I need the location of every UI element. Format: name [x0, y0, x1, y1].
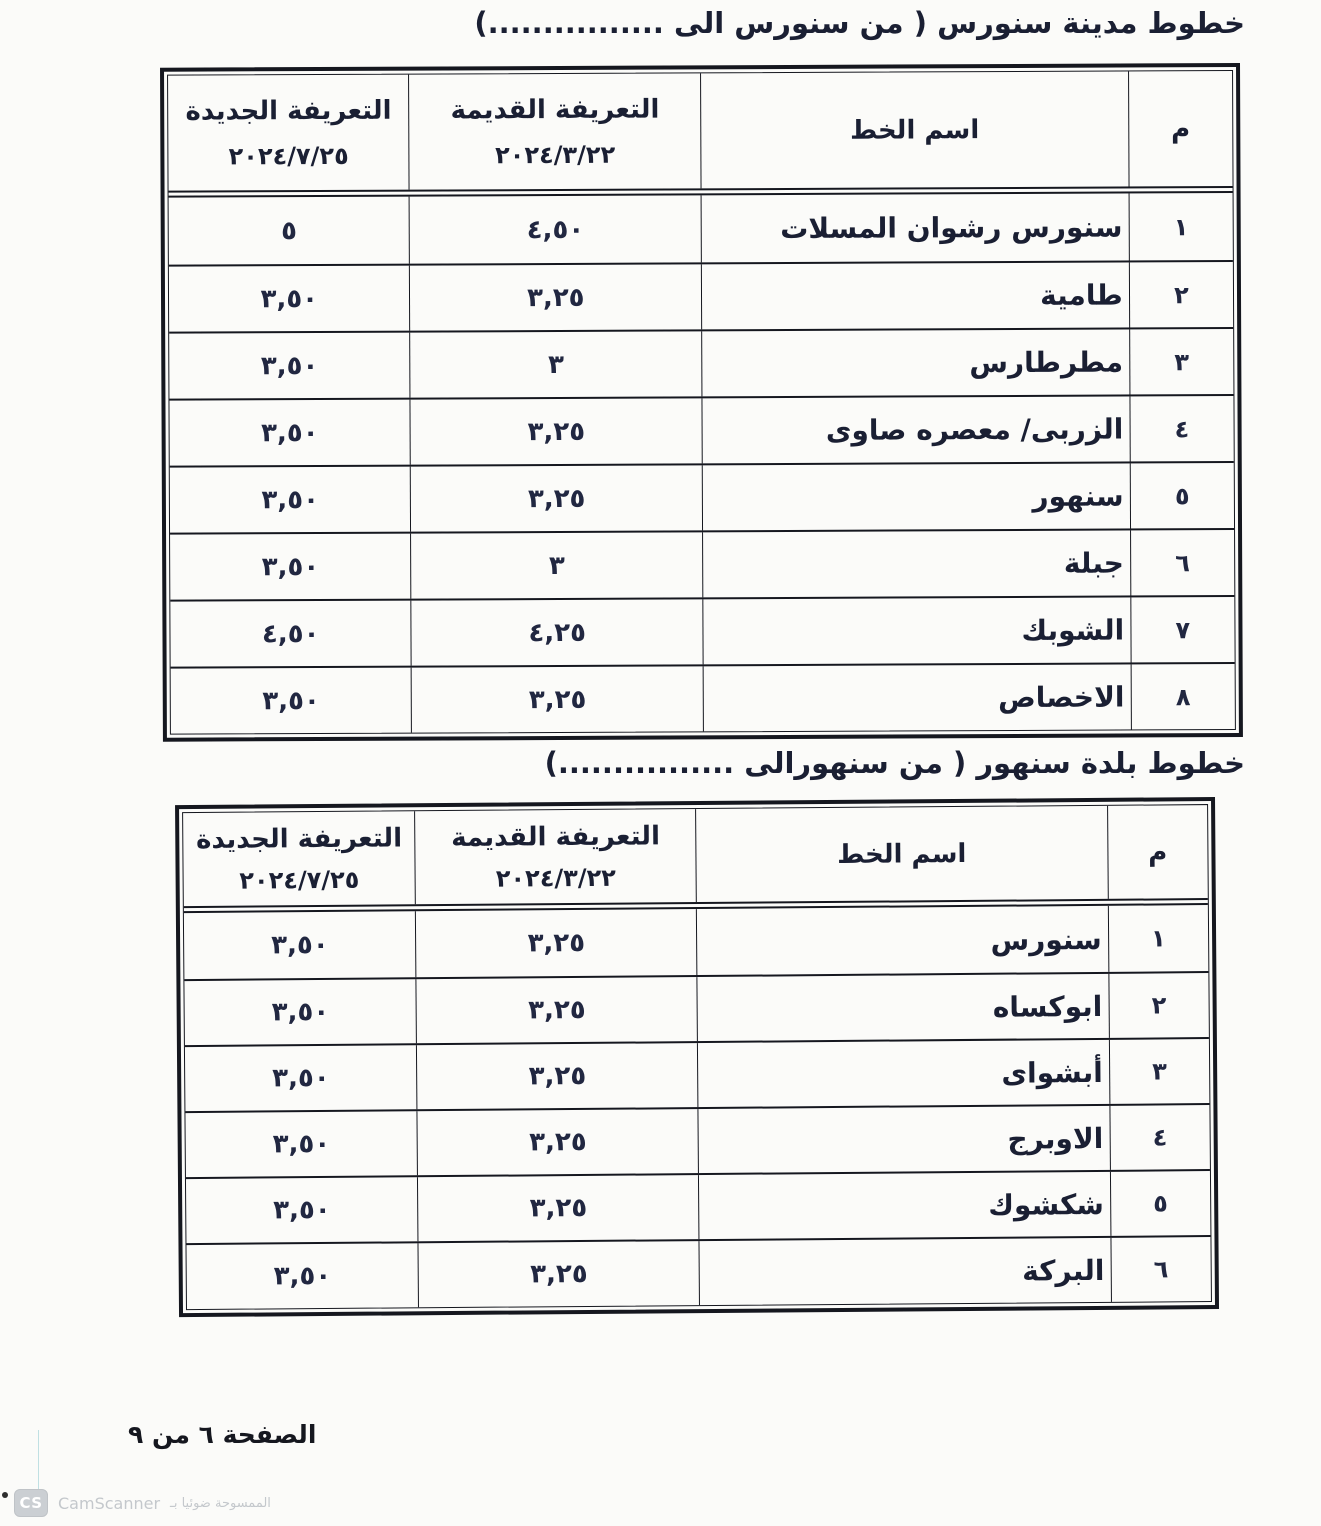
old-tariff-label: التعريفة القديمة: [451, 820, 661, 853]
new-tariff-value: ٣,٥٠: [262, 685, 320, 716]
new-tariff-value: ٣,٥٠: [272, 1128, 331, 1160]
table-inner-frame: [182, 804, 1212, 1310]
new-tariff-value: ٣,٥٠: [261, 417, 319, 448]
new-tariff-value: ٣,٥٠: [260, 283, 319, 314]
line-name: سنورس: [696, 906, 1108, 975]
line-name: جبلة: [702, 530, 1130, 597]
table-row: [169, 327, 1233, 399]
old-tariff-value: ٤,٢٥: [411, 599, 703, 665]
table-row: [171, 662, 1235, 734]
new-tariff-value: ٤,٥٠: [261, 618, 320, 649]
scan-artifact-dot: [2, 1492, 8, 1498]
old-tariff-date: ٢٠٢٤/٣/٢٢: [495, 140, 616, 169]
camscanner-arabic-label: الممسوحة ضوئيا بـ: [170, 1495, 271, 1511]
header-new-tariff: [183, 811, 415, 906]
new-tariff-value: ٣,٥٠: [271, 929, 329, 961]
line-name: الاوبرج: [697, 1106, 1109, 1173]
new-tariff-date: ٢٠٢٤/٧/٢٥: [239, 865, 360, 895]
line-name: الشوبك: [702, 597, 1130, 664]
header-line-name: اسم الخط: [700, 71, 1128, 188]
line-name: سنورس رشوان المسلات: [701, 193, 1129, 262]
row-number: ٨: [1130, 664, 1235, 729]
old-tariff-value: ٣,٢٥: [416, 977, 697, 1043]
table-row: [186, 1235, 1210, 1309]
new-tariff-value: ٣,٥٠: [271, 996, 330, 1028]
table-row: [185, 1103, 1209, 1177]
row-number: ٣: [1129, 329, 1234, 394]
row-number: ١: [1108, 905, 1209, 972]
old-tariff-value: ٣,٢٥: [417, 1109, 698, 1175]
sanoures-city-lines-table: [160, 63, 1243, 742]
camscanner-brand-label: CamScanner: [58, 1493, 161, 1513]
new-tariff-value: ٣,٥٠: [261, 484, 319, 515]
old-tariff-value: ٣,٢٥: [415, 909, 696, 977]
old-tariff-value: ٣,٢٥: [410, 465, 702, 531]
header-number: م: [1107, 805, 1208, 899]
table-row: [184, 971, 1208, 1045]
table-row: [186, 1169, 1210, 1243]
row-number: ٢: [1129, 262, 1234, 327]
row-number: ٥: [1110, 1171, 1211, 1236]
sanhour-town-lines-table: [175, 797, 1219, 1317]
line-name: مطرطارس: [701, 329, 1129, 396]
new-tariff-value: ٣,٥٠: [260, 350, 319, 381]
table-row: [170, 595, 1234, 667]
old-tariff-value: ٣: [410, 331, 702, 397]
row-number: ٤: [1129, 396, 1234, 461]
row-number: ٢: [1108, 973, 1209, 1038]
header-old-tariff: [415, 809, 696, 904]
line-name: الاخصاص: [703, 664, 1131, 731]
table-header-row: [183, 805, 1208, 913]
table-row: [184, 905, 1208, 979]
line-name: البركة: [698, 1238, 1110, 1305]
new-tariff-value: ٣,٥٠: [273, 1194, 331, 1226]
scan-artifact-line: [38, 1430, 39, 1492]
line-name: سنهور: [702, 463, 1130, 530]
line-name: طامية: [701, 262, 1129, 329]
row-number: ٧: [1130, 597, 1235, 662]
row-number: ٦: [1110, 1237, 1211, 1302]
old-tariff-value: ٣,٢٥: [417, 1175, 698, 1241]
table-outer-frame: [160, 63, 1243, 742]
old-tariff-value: ٣,٢٥: [418, 1241, 699, 1307]
section2-title: خطوط بلدة سنهور ( من سنهورالى ................): [544, 746, 1245, 780]
new-tariff-label: التعريفة الجديدة: [195, 822, 403, 855]
row-number: ٥: [1129, 463, 1234, 528]
old-tariff-value: ٣,٢٥: [409, 264, 701, 330]
line-name: الزربى/ معصره صاوى: [701, 396, 1129, 463]
table-row: [170, 528, 1234, 600]
old-tariff-value: ٣,٢٥: [411, 666, 703, 732]
table-outer-frame: [175, 797, 1219, 1317]
old-tariff-value: ٤,٥٠: [409, 195, 701, 263]
row-number: ٤: [1109, 1105, 1210, 1170]
new-tariff-label: التعريفة الجديدة: [185, 95, 392, 127]
table-header-row: [168, 71, 1233, 198]
page-number: الصفحة ٦ من ٩: [128, 1420, 317, 1449]
old-tariff-label: التعريفة القديمة: [450, 94, 660, 125]
old-tariff-date: ٢٠٢٤/٣/٢٢: [495, 863, 617, 893]
header-number: م: [1128, 71, 1233, 186]
row-number: ١: [1128, 193, 1233, 260]
row-number: ٦: [1130, 530, 1235, 595]
table-row: [169, 193, 1233, 265]
new-tariff-value: ٣,٥٠: [261, 551, 320, 582]
row-number: ٣: [1109, 1039, 1210, 1104]
camscanner-logo-icon: CS: [14, 1489, 48, 1517]
table-row: [170, 461, 1234, 533]
old-tariff-value: ٣,٢٥: [416, 1043, 697, 1109]
old-tariff-value: ٣: [411, 532, 703, 598]
header-new-tariff: [168, 75, 409, 191]
header-old-tariff: [409, 73, 701, 189]
table-row: [185, 1037, 1209, 1111]
table-inner-frame: [167, 70, 1236, 735]
new-tariff-value: ٣,٥٠: [273, 1260, 332, 1292]
table-row: [169, 260, 1233, 332]
section1-title: خطوط مدينة سنورس ( من سنورس الى ................): [474, 6, 1245, 40]
new-tariff-date: ٢٠٢٤/٧/٢٥: [228, 141, 349, 170]
old-tariff-value: ٣,٢٥: [410, 398, 702, 464]
header-line-name: اسم الخط: [695, 806, 1107, 902]
new-tariff-value: ٥: [280, 215, 297, 246]
line-name: شكشوك: [698, 1172, 1110, 1239]
table-row: [169, 394, 1233, 466]
line-name: أبشواى: [697, 1040, 1109, 1107]
line-name: ابوكساه: [696, 974, 1108, 1041]
camscanner-watermark: [14, 1489, 271, 1517]
new-tariff-value: ٣,٥٠: [272, 1062, 330, 1094]
